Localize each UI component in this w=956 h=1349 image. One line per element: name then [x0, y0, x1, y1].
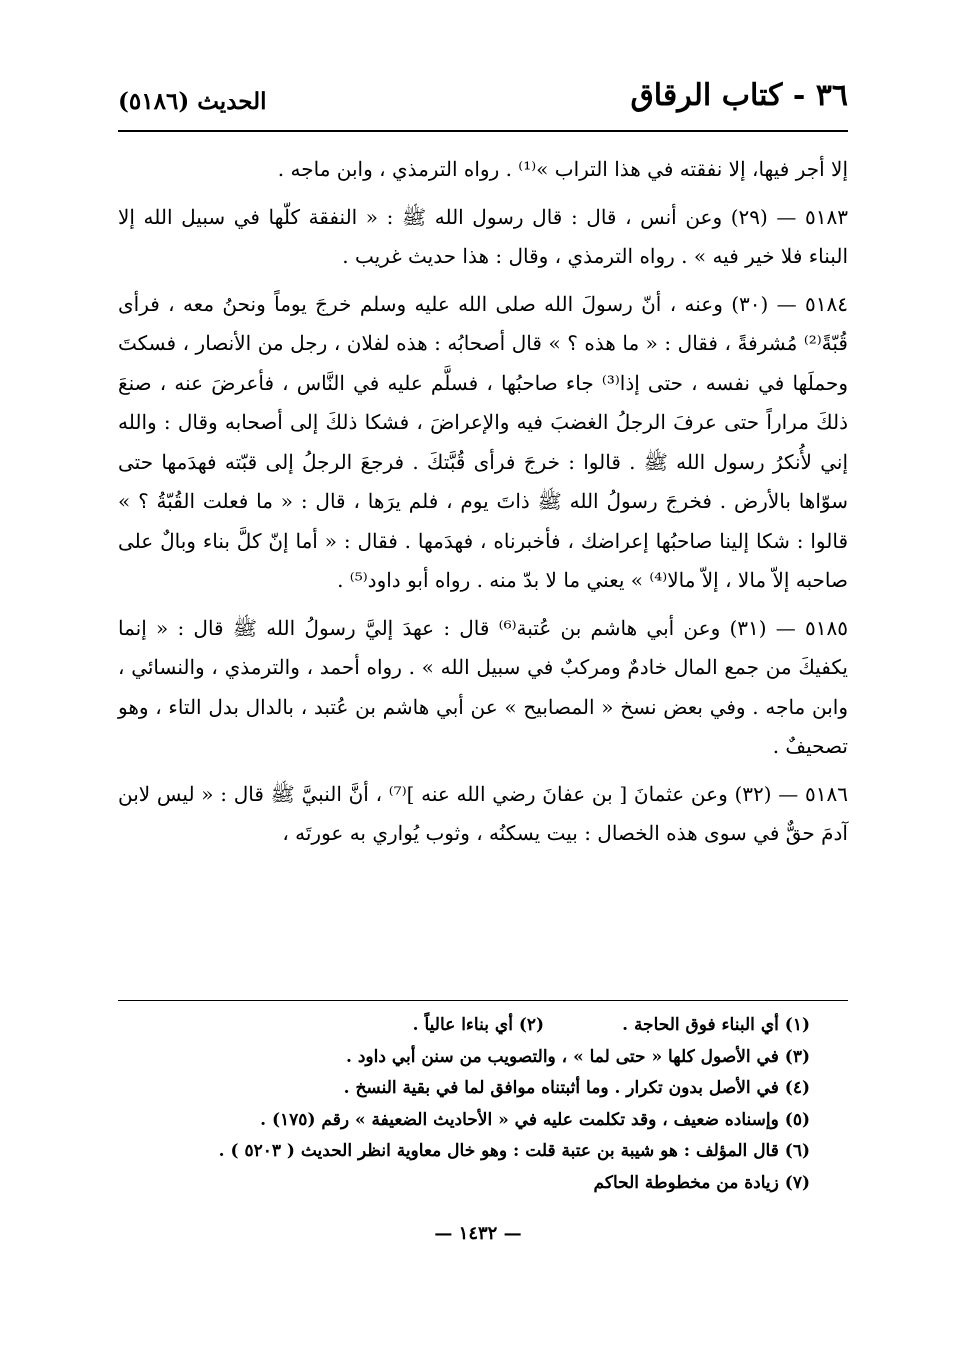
footnote-separator	[118, 1000, 848, 1001]
hadith-5186: ٥١٨٦ — (٣٢) وعن عثمانَ [ بن عفانَ رضي الله عنه ]⁽⁷⁾ ، أنَّ النبيَّ ﷺ قال : « ليس لابن آدمَ حقٌّ في سوى هذه الخصال : بيت يسكنُه ، وثوب يُواري به عورتَه ،	[118, 781, 848, 845]
footnote-2: (٢) أي بناءا عالياً .	[412, 1015, 545, 1035]
page-number: — ١٤٣٢ —	[434, 1223, 522, 1244]
book-title: ٣٦ - كتاب الرقاق	[630, 78, 848, 113]
footnotes	[200, 1010, 810, 1199]
footnote-row-1	[200, 1010, 810, 1042]
page-header	[118, 70, 848, 132]
footnote-5: (٥) وإسناده ضعيف ، وقد تكلمت عليه في « الأحاديث الضعيفة » رقم (١٧٥) .	[260, 1109, 810, 1130]
footnote-6: (٦) قال المؤلف : هو شيبة بن عتبة قلت : وهو خال معاوية انظر الحديث ( ٥٢٠٣ ) .	[218, 1141, 810, 1161]
footnote-1: (١) أي البناء فوق الحاجة .	[622, 1015, 810, 1035]
footnote-4: (٤) في الأصل بدون تكرار . وما أثبتناه موافق لما في بقية النسخ .	[343, 1078, 810, 1098]
paragraph-continuation: إلا أجر فيها، إلا نفقته في هذا التراب »⁽¹⁾ . رواه الترمذي ، وابن ماجه .	[277, 157, 848, 181]
hadith-5185: ٥١٨٥ — (٣١) وعن أبي هاشم بن عُتبة⁽⁶⁾ قال : عهدَ إليَّ رسولُ الله ﷺ قال : « إنما يكفيكَ من جمع المال خادمٌ ومركبٌ في سبيل الله » . رواه أحمد ، والترمذي ، والنسائي ، وابن ماجه . وفي بعض نسخ « المصابيح » عن أبي هاشم بن عُتبد ، بالدال بدل التاء ، وهو تصحيفٌ .	[118, 615, 848, 758]
footnote-7: (٧) زيادة من مخطوطة الحاكم	[593, 1172, 810, 1193]
main-text	[118, 150, 848, 862]
hadith-5184: ٥١٨٤ — (٣٠) وعنه ، أنّ رسولَ الله صلى الله عليه وسلم خرجَ يوماً ونحنُ معه ، فرأى قُبّةً⁽²⁾ مُشرفةً ، فقال : « ما هذه ؟ » قال أصحابُه : هذه لفلان ، رجل من الأنصار ، فسكتَ وحملَها في نفسه ، حتى إذا⁽³⁾ جاء صاحبُها ، فسلَّم عليه في النَّاس ، فأعرضَ عنه ، صنعَ ذلكَ مراراً حتى عرفَ الرجلُ الغضبَ فيه والإعراضَ ، فشكا ذلكَ إلى أصحابه وقال : والله إني لأُنكرُ رسول الله ﷺ . قالوا : خرجَ فرأى قُبَّتكَ . فرجعَ الرجلُ إلى قبّته فهدَمها حتى سوّاها بالأرض . فخرجَ رسولُ الله ﷺ ذاتَ يوم ، فلم يرَها ، قال : « ما فعلت القُبّةُ ؟ » قالوا : شكا إلينا صاحبُها إعراضك ، فأخبرناه ، فهدَمها . فقال : « أما إنّ كلَّ بناء وبالٌ على صاحبه إلاّ مالا ، إلاّ مالا⁽⁴⁾ » يعني ما لا بدّ منه . رواه أبو داود⁽⁵⁾ .	[118, 291, 849, 592]
hadith-reference: الحديث (٥١٨٦)	[118, 88, 267, 115]
footnote-3: (٣) في الأصول كلها « حتى لما » ، والتصويب من سنن أبي داود .	[345, 1046, 810, 1067]
hadith-5183: ٥١٨٣ — (٢٩) وعن أنس ، قال : قال رسول الله ﷺ : « النفقة كلّها في سبيل الله إلا البناء فلا خير فيه » . رواه الترمذي ، وقال : هذا حديث غريب .	[118, 204, 848, 268]
